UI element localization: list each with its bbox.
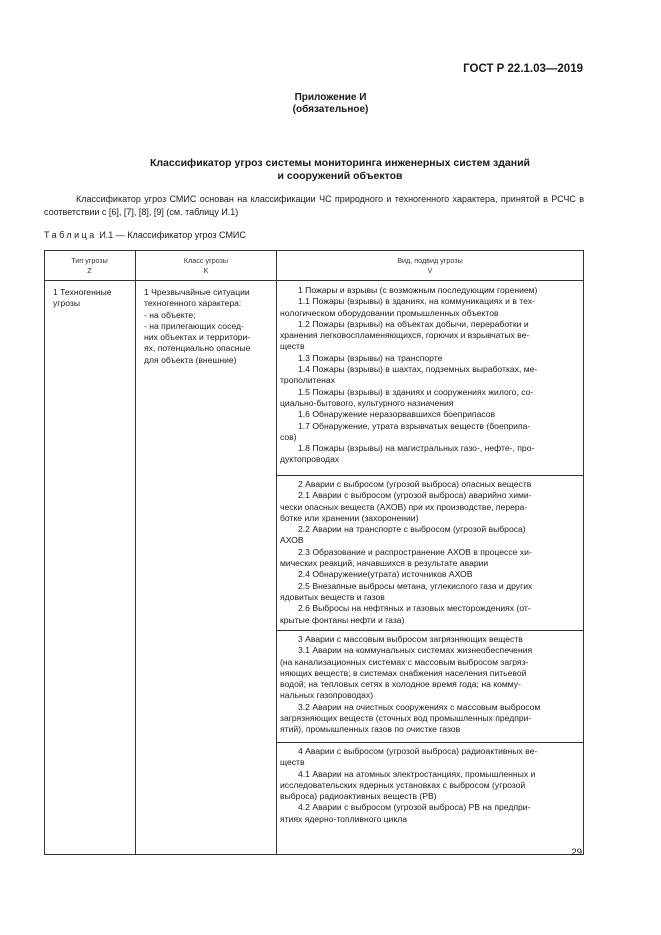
- threat-item-line: 1.8 Пожары (взрывы) на магистральных газо-, нефте-, про-: [298, 443, 535, 454]
- threat-item-line: 1.2 Пожары (взрывы) на объектах добычи, переработки и: [298, 318, 529, 329]
- threat-item-continuation: исследовательских ядерных установках с выбросом (угрозой: [280, 779, 526, 790]
- threat-item-continuation: выброса) радиоактивных веществ (РВ): [280, 791, 437, 802]
- threat-item-continuation: АХОВ: [280, 535, 304, 546]
- threat-item-line: 1.6 Обнаружение неразорвавшихся боеприпасов: [298, 409, 496, 420]
- intro-paragraph: Классификатор угроз СМИС основан на классификации ЧС природного и техногенного характера, принятой в РСЧС в соответствии с [6], [7], [8], [9] (см. таблицу И.1): [44, 194, 584, 217]
- column-header-kind: [277, 256, 583, 276]
- threat-classifier-table: [44, 250, 584, 855]
- threat-class-line: 1 Чрезвычайные ситуации: [144, 287, 250, 297]
- threat-item-continuation: загрязняющих веществ (сточных вод промышленных предпри-: [280, 713, 532, 724]
- threat-item-line: 4 Аварии с выбросом (угрозой выброса) радиоактивных ве-: [298, 746, 538, 756]
- threat-item-continuation: циально-бытового, культурного назначения: [280, 397, 454, 408]
- threat-class-cell: [144, 287, 272, 366]
- threat-class-line: - на объекте;: [144, 309, 196, 320]
- threat-item-continuation: чески опасных веществ (АХОВ) при их производстве, перера-: [280, 501, 528, 512]
- threat-item-continuation: нологическом оборудовании промышленных объектов: [280, 307, 499, 318]
- column-title: Класс угрозы: [183, 256, 229, 265]
- section-title-line: и сооружений объектов: [277, 169, 403, 182]
- threat-item-continuation: сов): [280, 431, 297, 442]
- threat-item-continuation: ществ: [280, 341, 305, 352]
- threat-group-hazardous-releases: [280, 479, 580, 626]
- threat-item-line: 1.3 Пожары (взрывы) на транспорте: [298, 352, 443, 363]
- column-header-class: [136, 256, 276, 276]
- threat-item-line: 1.1 Пожары (взрывы) в зданиях, на коммуникациях и в тех-: [298, 296, 535, 307]
- threat-item-line: 2.6 Выбросы на нефтяных и газовых месторождениях (от-: [298, 603, 531, 614]
- appendix-title: Приложение И: [294, 92, 367, 103]
- threat-item-line: 1.4 Пожары (взрывы) в шахтах, подземных выработках, ме-: [298, 364, 538, 375]
- threat-type-line: 1 Техногенные: [53, 287, 112, 297]
- section-title-line: Классификатор угроз системы мониторинга инженерных систем зданий: [149, 157, 531, 169]
- appendix-status: (обязательное): [292, 104, 369, 115]
- section-title: [60, 157, 620, 182]
- threat-item-line: 3 Аварии с массовым выбросом загрязняющих веществ: [298, 634, 523, 644]
- threat-item-line: 4.1 Аварии на атомных электростанциях, промышленных и: [298, 768, 536, 779]
- threat-class-line: них объектах и территори-: [144, 332, 251, 343]
- threat-item-line: 1 Пожары и взрывы (с возможным последующим горением): [298, 285, 538, 295]
- threat-item-continuation: трополитенах: [280, 375, 335, 386]
- threat-item-continuation: няющих веществ; в системах снабжения населения питьевой: [280, 667, 527, 678]
- threat-item-continuation: ядовитых веществ и газов: [280, 591, 385, 602]
- threat-item-line: 3.1 Аварии на коммунальных системах жизнеобеспечения: [298, 645, 533, 656]
- column-code: K: [203, 266, 209, 275]
- threat-item-continuation: ятиях ядерно-топливного цикла: [280, 813, 408, 824]
- threat-group-radioactive-releases: [280, 746, 580, 825]
- column-title: Тип угрозы: [71, 256, 108, 265]
- threat-item-line: 4.2 Аварии с выбросом (угрозой выброса) РВ на предпри-: [298, 802, 531, 813]
- threat-item-continuation: крытые фонтаны нефти и газа): [280, 614, 405, 625]
- column-code: V: [427, 266, 433, 275]
- threat-item-line: 2 Аварии с выбросом (угрозой выброса) опасных веществ: [298, 479, 532, 489]
- column-code: Z: [87, 266, 92, 275]
- threat-item-continuation: дуктопроводах: [280, 454, 340, 465]
- document-code: ГОСТ Р 22.1.03—2019: [463, 63, 583, 75]
- threat-group-fires: [280, 285, 580, 466]
- threat-item-line: 3.2 Аварии на очистных сооружениях с массовым выбросом: [298, 701, 541, 712]
- column-header-type: [44, 256, 135, 276]
- threat-item-continuation: мических реакций, начавшихся в результате аварии: [280, 558, 489, 569]
- threat-item-line: 2.5 Внезапные выбросы метана, углекислого газа и других: [298, 580, 533, 591]
- threat-class-line: для объекта (внешние): [144, 354, 237, 365]
- threat-item-line: 2.4 Обнаружение(утрата) источников АХОВ: [298, 569, 473, 580]
- table-caption-text: И.1 — Классификатор угроз СМИС: [99, 230, 246, 240]
- table-caption: [44, 230, 246, 240]
- table-caption-prefix: Таблица: [44, 230, 97, 240]
- threat-item-continuation: ботке или хранении (захоронении): [280, 512, 419, 523]
- threat-group-pollutant-releases: [280, 634, 580, 736]
- threat-item-continuation: ятий), промышленных газов по очистке газов: [280, 724, 461, 735]
- threat-item-continuation: нальных газопроводах): [280, 690, 374, 701]
- threat-item-line: 2.3 Образование и распространение АХОВ в процессе хи-: [298, 546, 532, 557]
- threat-item-continuation: (на канализационных системах с массовым выбросом загряз-: [280, 656, 529, 667]
- threat-item-line: 1.5 Пожары (взрывы) в зданиях и сооружениях жилого, со-: [298, 386, 534, 397]
- threat-item-line: 2.1 Аварии с выбросом (угрозой выброса) аварийно хими-: [298, 490, 532, 501]
- threat-item-line: 2.2 Аварии на транспорте с выбросом (угрозой выброса): [298, 524, 526, 535]
- threat-item-continuation: водой; на тепловых сетях в холодное время года; на комму-: [280, 679, 521, 690]
- threat-type-line: угрозы: [53, 298, 81, 309]
- threat-class-line: ях, потенциально опасные: [144, 343, 251, 354]
- column-title: Вид, подвид угрозы: [397, 256, 463, 265]
- threat-class-line: техногенного характера:: [144, 298, 242, 309]
- threat-item-line: 1.7 Обнаружение, утрата взрывчатых веществ (боеприпа-: [298, 420, 531, 431]
- threat-item-continuation: ществ: [280, 757, 305, 768]
- threat-class-line: - на прилегающих сосед-: [144, 320, 244, 331]
- page-number: 29: [571, 847, 582, 858]
- threat-item-continuation: хранения легковоспламеняющихся, горючих и взрывчатых ве-: [280, 330, 530, 341]
- appendix-heading: [0, 92, 661, 116]
- threat-type-cell: [53, 287, 133, 310]
